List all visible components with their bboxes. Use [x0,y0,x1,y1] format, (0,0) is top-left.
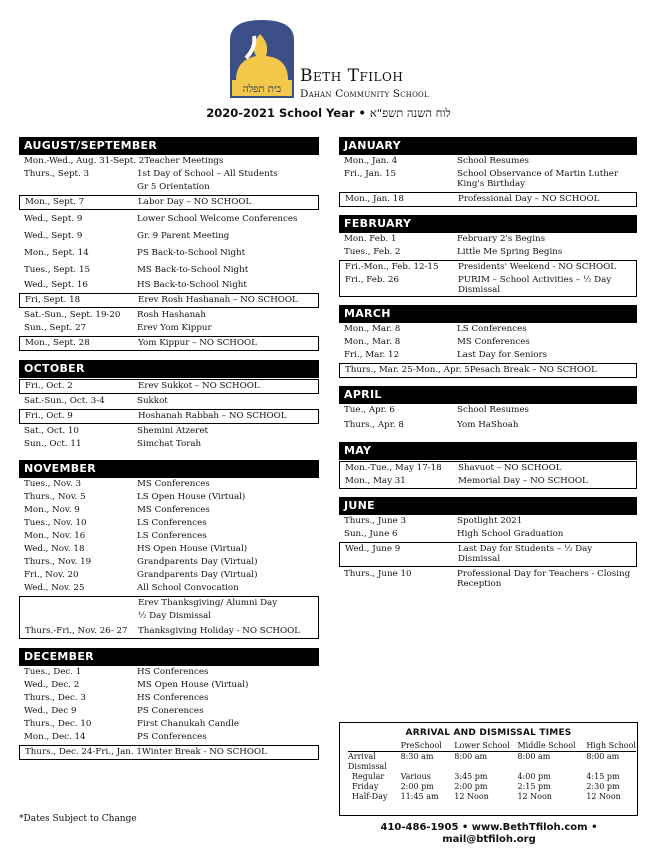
event-row [19,569,319,582]
times-cell [517,762,586,772]
times-column-header: Lower School [454,741,517,752]
event-name: Erev Sukkot – NO SCHOOL [138,381,260,391]
section-heading: JANUARY [339,137,637,155]
event-date: Tue., Apr. 6 [344,405,395,416]
event-name: All School Convocation [137,583,239,593]
left-column [19,137,319,769]
event-date: Thurs., Sept. 3 [24,169,90,179]
event-name: PURIM – School Activities – ½ Day Dismissal [458,274,612,295]
event-date: Thurs.-Fri., Nov. 26- 27 [25,626,128,636]
event-row [339,192,637,207]
calendar-section [339,305,637,378]
times-cell: 4:00 pm [517,771,551,781]
event-date: Mon., Mar. 8 [344,337,401,348]
event-date: Fri.-Mon., Feb. 12-15 [345,261,439,272]
event-name: Lower School Welcome Conferences [137,214,298,224]
event-date: Mon., Mar. 8 [344,324,401,335]
event-name: LS Open House (Virtual) [137,492,246,502]
event-name: PS Back-to-School Night [137,248,246,258]
event-date: Mon., May 31 [345,476,406,487]
event-row [339,349,637,362]
event-row [19,336,319,351]
event-row [339,246,637,259]
times-cell: Regular [352,771,385,781]
event-name: School Observance of Martin Luther King's Birthday [457,169,619,190]
event-row [339,363,637,378]
times-row [348,782,636,792]
calendar-section [339,215,637,298]
event-date [24,182,137,193]
event-row [19,425,319,438]
event-name: PS Conferences [137,732,207,742]
event-date: Mon. Feb. 1 [344,233,397,244]
event-name: LS Conferences [457,324,527,335]
event-name: Presidents' Weekend - NO SCHOOL [458,261,616,272]
event-date [25,598,138,609]
event-name: Yom HaShoah [457,420,519,431]
times-cell: Various [400,771,431,781]
event-name: PS Conerences [137,706,204,716]
event-date: Wed., Dec 9 [24,706,77,716]
times-cell: 12 Noon [454,791,489,801]
event-name: Pesach Break – NO SCHOOL [469,365,597,376]
event-date: Wed., Nov. 25 [24,583,85,593]
times-cell: Dismissal [348,761,387,771]
times-row [348,792,636,802]
event-date: Mon., Jan. 18 [345,193,404,204]
event-name: Shavuot – NO SCHOOL [458,463,562,474]
event-date: Thurs., Dec. 24-Fri., Jan. 1 [25,747,142,757]
times-row [348,762,636,772]
event-date: Sat., Oct. 10 [24,426,79,436]
arrival-dismissal-box [339,722,638,816]
times-cell: 8:00 am [517,751,551,761]
event-row [339,528,637,541]
times-cell: 2:30 pm [586,781,620,791]
event-date: Tues., Nov. 3 [24,479,82,489]
school-name: Beth Tfiloh [300,66,404,86]
event-name: HS Back-to-School Night [137,280,247,290]
event-name: Memorial Day – NO SCHOOL [458,476,588,487]
event-date: Thurs., June 10 [344,568,412,579]
event-row [339,542,637,567]
event-date: Tues., Sept. 15 [24,265,90,275]
event-date: Mon., Nov. 9 [24,505,80,515]
event-row [19,322,319,335]
event-name: HS Conferences [137,693,209,703]
event-name: MS Conferences [137,505,210,515]
section-heading: JUNE [339,497,637,515]
times-cell: Friday [352,781,379,791]
event-row [19,491,319,504]
times-column-header [348,741,401,752]
section-heading: FEBRUARY [339,215,637,233]
event-row [19,155,319,168]
right-column [339,137,637,598]
event-name: School Resumes [457,156,529,166]
event-date: Fri., Mar. 12 [344,350,400,361]
school-logo [226,18,298,100]
event-row [19,168,319,181]
event-date: Thurs., Dec. 10 [24,719,92,729]
event-date: Thurs., Mar. 25-Mon., Apr. 5 [345,365,470,376]
event-name: Yom Kippur – NO SCHOOL [138,338,257,348]
times-cell [586,762,636,772]
section-heading: MAY [339,442,637,460]
event-row [19,543,319,556]
times-cell: 3:45 pm [454,771,488,781]
event-row [19,504,319,517]
times-cell: 8:00 am [586,751,620,761]
event-name: Teacher Meetings [144,156,224,166]
event-date: Tues., Dec. 1 [24,667,82,677]
event-name: Sukkot [137,396,168,406]
event-date: Wed., Sept. 9 [24,231,83,241]
event-row [19,262,319,279]
event-name: Rosh Hashanah [137,310,206,320]
event-row [19,556,319,569]
boxed-group [19,596,319,639]
event-row [340,462,636,475]
event-name: MS Back-to-School Night [137,265,249,275]
event-row [340,261,636,274]
event-date: Wed., Sept. 9 [24,214,83,224]
event-date: Sun., June 6 [344,529,398,540]
event-date: Wed., Dec. 2 [24,680,80,690]
event-row [19,718,319,731]
event-date: Fri., Oct. 9 [25,411,73,421]
event-date [25,611,138,622]
event-date: Thurs., Nov. 19 [24,557,92,567]
times-cell: 11:45 am [400,791,439,801]
event-name: Professional Day – NO SCHOOL [458,193,600,204]
school-year-hebrew: לוח השנה תשפ"א [369,106,451,120]
times-cell: 2:00 pm [454,781,488,791]
times-cell: Half-Day [352,791,388,801]
event-name: MS Open House (Virtual) [137,680,249,690]
event-date: Sat.-Sun., Oct. 3-4 [24,396,105,406]
event-date: Tues., Feb. 2 [344,246,401,257]
event-row [339,404,637,417]
times-row [348,751,636,762]
times-column-header: High School [586,740,636,750]
event-name: 1st Day of School – All Students [137,169,278,179]
calendar-section [19,460,319,639]
event-date: Mon.-Wed., Aug. 31-Sept. 2 [24,156,145,166]
event-date: Mon., Sept. 28 [25,338,90,348]
calendar-section [339,137,637,207]
event-row [339,515,637,528]
event-date: Thurs., June 3 [344,516,406,527]
event-row [19,181,319,194]
event-name: Gr. 9 Parent Meeting [137,231,230,241]
logo-hebrew: בית תפלה [242,84,282,95]
event-name: Erev Rosh Hashanah – NO SCHOOL [138,295,298,305]
event-row [19,211,319,228]
times-cell: 12 Noon [586,791,621,801]
event-row [339,568,637,591]
school-year-label: 2020-2021 School Year • [206,106,366,120]
contact-line: 410-486-1905 • www.BethTfiloh.com • mail@btfiloh.org [380,822,598,845]
event-date: Mon., Sept. 7 [25,197,85,207]
event-name: First Chanukah Candle [137,719,239,729]
event-row [19,245,319,262]
event-row [339,168,637,191]
times-cell: 12 Noon [517,791,552,801]
event-row [340,274,636,297]
boxed-group [339,461,637,489]
event-row [19,666,319,679]
times-cell [401,762,455,772]
event-name: LS Conferences [137,531,207,541]
event-row [19,409,319,424]
event-name: Little Me Spring Begins [457,246,563,257]
event-name: Professional Day for Teachers - Closing Reception [457,568,631,589]
times-cell: 8:00 am [454,751,488,761]
section-heading: OCTOBER [19,360,319,378]
times-table [348,741,636,802]
event-name: Hoshanah Rabbah – NO SCHOOL [138,411,287,421]
times-title: ARRIVAL AND DISMISSAL TIMES [405,728,572,738]
times-cell [454,762,517,772]
event-name: HS Conferences [137,667,209,677]
calendar-section [339,442,637,489]
event-date: Tues., Nov. 10 [24,518,87,528]
event-row [340,475,636,488]
event-name: Last Day for Seniors [457,350,548,361]
event-date: Fri., Feb. 26 [345,274,400,285]
event-name: Spotlight 2021 [457,516,523,527]
event-date: Thurs., Apr. 8 [344,420,404,431]
event-row [19,395,319,408]
event-row [339,233,637,246]
event-name: School Resumes [457,405,529,416]
event-row [19,731,319,744]
calendar-section [339,497,637,590]
section-heading: DECEMBER [19,648,319,666]
event-name: Labor Day – NO SCHOOL [138,197,252,207]
event-row [19,582,319,595]
event-row [19,438,319,451]
calendar-section [19,648,319,760]
event-row [19,679,319,692]
event-row [19,309,319,322]
event-row [19,517,319,530]
event-name: Erev Thanksgiving/ Alumni Day [138,598,278,608]
event-name: Erev Yom Kippur [137,323,212,333]
event-name: Shemini Atzeret [137,426,208,436]
event-row [19,530,319,543]
section-heading: AUGUST/SEPTEMBER [19,137,319,155]
event-date: Thurs., Dec. 3 [24,693,86,703]
event-row [19,745,319,760]
event-name: Thanksgiving Holiday - NO SCHOOL [138,626,300,636]
school-year-title [0,107,657,121]
event-name: Winter Break - NO SCHOOL [141,747,267,757]
event-row [339,336,637,349]
event-name: Last Day for Students – ½ Day Dismissal [458,544,593,565]
footnote: *Dates Subject to Change [19,814,137,824]
event-row [19,293,319,308]
boxed-group [339,260,637,298]
event-date: Fri., Jan. 15 [344,169,397,179]
event-row [20,610,318,623]
event-name: February 2's Begins [457,233,546,244]
event-name: Grandparents Day (Virtual) [137,557,258,567]
event-date: Mon.-Tue., May 17-18 [345,463,442,474]
event-row [339,155,637,168]
event-name: HS Open House (Virtual) [137,544,248,554]
event-date: Mon., Dec. 14 [24,732,86,742]
event-row [20,597,318,610]
section-heading: APRIL [339,386,637,404]
event-row [19,478,319,491]
times-cell: Arrival [348,751,376,761]
event-date: Wed., Sept. 16 [24,280,88,290]
event-row [19,228,319,245]
event-name: MS Conferences [137,479,210,489]
event-name: LS Conferences [137,518,207,528]
event-row [339,323,637,336]
times-row [348,772,636,782]
event-date: Fri., Nov. 20 [24,570,79,580]
event-date: Wed., June 9 [345,544,401,555]
times-header-row [348,741,636,752]
event-date: Mon., Nov. 16 [24,531,86,541]
event-date: Sun., Sept. 27 [24,323,87,333]
calendar-section [19,360,319,451]
calendar-section [339,386,637,434]
event-date: Wed., Nov. 18 [24,544,85,554]
event-row [19,195,319,210]
event-name: Simchat Torah [137,439,202,449]
event-name: MS Conferences [457,337,530,348]
calendar-section [19,137,319,351]
section-heading: MARCH [339,305,637,323]
event-row [19,692,319,705]
event-row [19,379,319,394]
times-cell: 8:30 am [400,751,434,761]
event-row [20,623,318,638]
event-name: Gr 5 Orientation [137,182,210,192]
times-cell: 4:15 pm [586,771,620,781]
event-name: High School Graduation [457,529,564,540]
times-column-header: Middle School [517,741,586,752]
event-date: Mon., Sept. 14 [24,248,89,258]
event-row [19,279,319,292]
event-name: Grandparents Day (Virtual) [137,570,258,580]
event-date: Mon., Jan. 4 [344,156,398,166]
event-date: Sat.-Sun., Sept. 19-20 [24,310,121,320]
section-heading: NOVEMBER [19,460,319,478]
event-row [19,705,319,718]
event-name: ½ Day Dismissal [138,611,212,621]
event-row [339,417,637,434]
times-cell: 2:00 pm [400,781,434,791]
event-date: Sun., Oct. 11 [24,439,82,449]
times-column-header: PreSchool [401,741,455,752]
event-date: Fri, Sept. 18 [25,295,81,305]
times-cell: 2:15 pm [517,781,551,791]
school-subtitle: Dahan Community School [300,88,429,100]
event-date: Fri., Oct. 2 [25,381,73,391]
event-date: Thurs., Nov. 5 [24,492,86,502]
